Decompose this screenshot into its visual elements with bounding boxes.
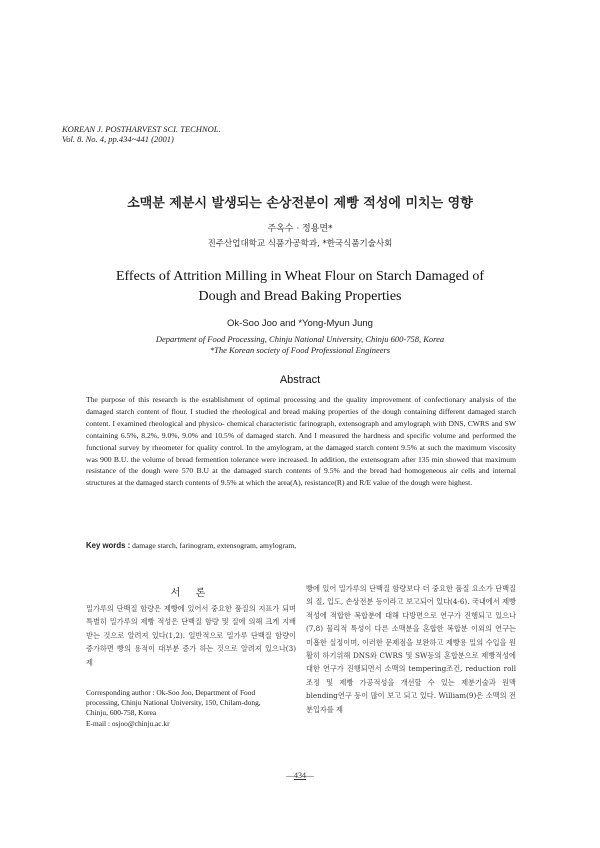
korean-affiliation: 진주산업대학교 식품가공학과, *한국식품기술사회 (207, 239, 393, 249)
corresponding-author-footnote (86, 688, 300, 729)
keywords (86, 541, 516, 550)
journal-volume: Vol. 8. No. 4, pp.434~441 (2001) (62, 134, 174, 144)
keywords-text: damage starch, farinogram, extensogram, amylogram, (132, 541, 297, 550)
intro-left-column: 밀가루의 단백질 함량은 제빵에 있어서 중요한 품질의 지표가 되며 특별히 밀가루의 제빵 적성은 단백질 함량 및 질에 의해 크게 지배받는 것으로 알려져 있다(1,2). 일반적으로 밀가루 단백질 함량이 증가하면 빵의 용적이 대부분 증가 하는 것으로 알려져 있으나(3) 제 (86, 604, 296, 667)
abstract-body: The purpose of this research is the establishment of optimal processing and the quality improvement of confectionary analysis of the damaged starch content of flour. I studied the rheological and bread making properties of the dough containing different damaged starch content. I examined rheological and physico- chemical characteristic farinograph, extensograph and amylograph with DNS, CWRS and SW containing 6.5%, 8.2%, 9.0%, 9.0% and 10.5% of damaged starch. And I measured the hardness and specific volume and performed the functional survey by rheometer for quality control. In the amylogram, at the damaged starch content 9.5% at such the maximum viscosity was 900 B.U. the volume of bread fermention tolerance were increased. In addition, the extensogram after 135 min showed that maximum resistance of the dough were 570 B.U at the damaged starch contents of 9.5% and the bread had homogeneous air cells and internal structures at the damaged starch contents of 9.5% at which the area(A), resistance(R) and R/E value of the dough were highest. (86, 395, 516, 488)
english-authors: Ok-Soo Joo and *Yong-Myun Jung (227, 318, 373, 329)
footnote-line-2: processing, Chinju National University, 150, Chilam-dong, (86, 698, 261, 708)
page-number-value: 434 (294, 771, 306, 780)
english-affiliation-line-2: *The Korean society of Food Professional Engineers (209, 345, 391, 355)
intro-right-column: 빵에 있어 밀가루의 단백질 함량보다 더 중요한 품질 요소가 단백질의 질, 입도, 손상전분 등이라고 보고되어 있다(4-6). 국내에서 제빵적성에 적합한 복합분에 대해 다방면으로 연구가 진행되고 있으나(7,8) 물리적 특성이 다른 소맥분을 혼합한 복합분 이외의 연구는 미흡한 실정이며, 이러한 문제점을 보완하고 제빵용 밀의 수입을 원활히 하기위해 DNS와 CWRS 및 SW등의 혼합분으로 제빵적성에 대한 연구가 진행되면서 소맥의 tempering조건, reduction roll 조정 및 제빵 가공적성을 개선할 수 있는 제분기술과 원맥 blending연구 등이 많이 보고 되고 있다. William(9)은 소맥의 전분입자를 제 (306, 584, 516, 714)
footnote-email: E-mail : osjoo@chinju.ac.kr (86, 718, 170, 728)
journal-citation (62, 124, 221, 144)
english-affiliation-line-1: Department of Food Processing, Chinju National University, Chinju 600-758, Korea (155, 334, 445, 344)
footnote-line-1: Corresponding author : Ok-Soo Joo, Department of Food (86, 688, 256, 697)
keywords-label: Key words : (86, 541, 131, 550)
english-title-line-2: Dough and Bread Baking Properties (198, 289, 402, 304)
korean-title: 소맥분 제분시 발생되는 손상전분이 제빵 적성에 미치는 영향 (127, 196, 473, 211)
journal-name: KOREAN J. POSTHARVEST SCI. TECHNOL. (62, 124, 221, 134)
footnote-line-3: Chinju, 600-758, Korea (86, 708, 157, 718)
english-title (0, 267, 600, 307)
section-heading-introduction: 서 론 (170, 588, 212, 599)
english-affiliation (0, 334, 600, 356)
english-title-line-1: Effects of Attrition Milling in Wheat Flour on Starch Damaged of (115, 269, 485, 284)
korean-authors: 주옥수 · 정용면* (267, 224, 333, 234)
page-number: —434— (286, 771, 314, 780)
abstract-heading: Abstract (279, 374, 321, 386)
